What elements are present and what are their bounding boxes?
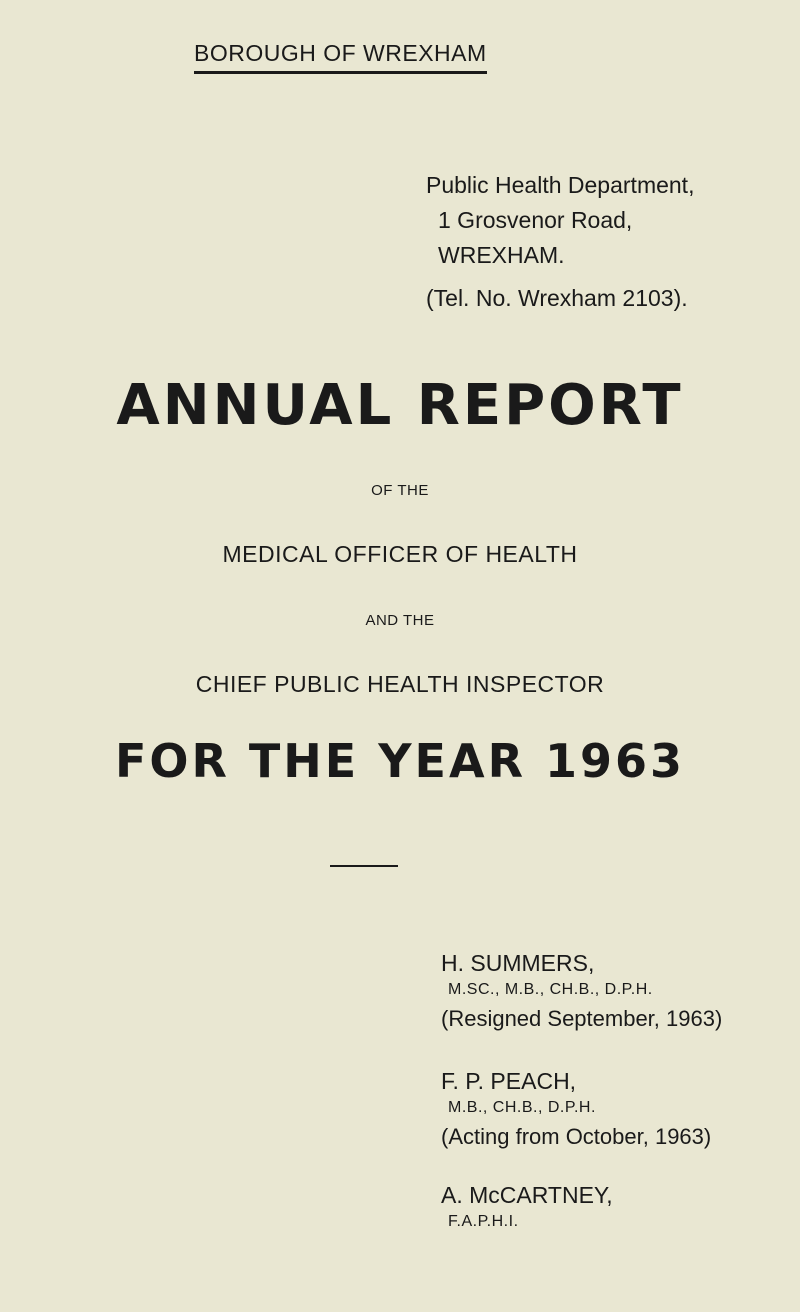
address-department: Public Health Department, bbox=[426, 172, 695, 198]
officer-name: A. McCARTNEY, bbox=[441, 1182, 613, 1208]
officer-qualifications: M.SC., M.B., CH.B., D.P.H. bbox=[448, 981, 653, 998]
address-town: WREXHAM. bbox=[438, 242, 565, 268]
officer-note: (Resigned September, 1963) bbox=[441, 1006, 723, 1031]
officer-peach bbox=[441, 1066, 711, 1154]
department-address bbox=[426, 168, 694, 316]
officer-qualifications: M.B., CH.B., D.P.H. bbox=[448, 1099, 596, 1116]
report-year: FOR THE YEAR 1963 bbox=[114, 734, 686, 788]
medical-officer-line: MEDICAL OFFICER OF HEALTH bbox=[222, 541, 578, 567]
officer-mccartney bbox=[441, 1180, 613, 1234]
chief-inspector-line: CHIEF PUBLIC HEALTH INSPECTOR bbox=[195, 671, 605, 697]
officer-qualifications: F.A.P.H.I. bbox=[448, 1213, 519, 1230]
report-title: ANNUAL REPORT bbox=[116, 373, 684, 438]
of-the-label: OF THE bbox=[371, 482, 429, 499]
section-divider bbox=[330, 865, 398, 867]
officer-note: (Acting from October, 1963) bbox=[441, 1124, 712, 1149]
officer-name: F. P. PEACH, bbox=[441, 1068, 577, 1094]
officer-name: H. SUMMERS, bbox=[441, 950, 595, 976]
officer-summers bbox=[441, 948, 722, 1036]
and-the-label: AND THE bbox=[365, 612, 435, 629]
address-telephone: (Tel. No. Wrexham 2103). bbox=[426, 285, 688, 311]
address-street: 1 Grosvenor Road, bbox=[438, 207, 633, 233]
borough-heading: BOROUGH OF WREXHAM bbox=[194, 42, 487, 74]
